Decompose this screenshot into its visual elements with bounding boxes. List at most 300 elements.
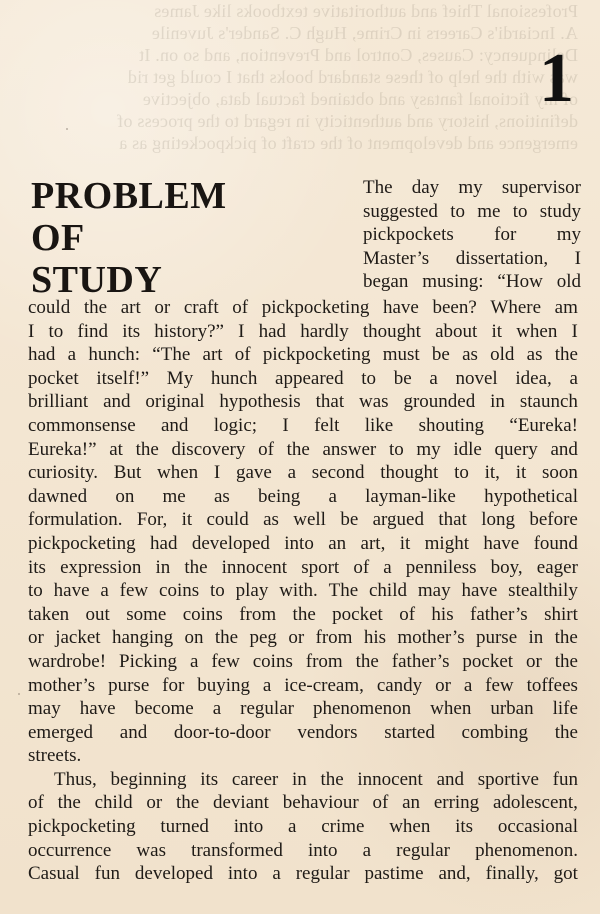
body-word: a	[287, 462, 297, 484]
body-line	[28, 556, 578, 580]
body-word: hardly	[300, 320, 349, 342]
body-word: transformed	[191, 839, 283, 861]
body-word: idea,	[515, 367, 552, 389]
body-word: gave	[235, 462, 272, 484]
body-word: streets.	[28, 745, 82, 767]
body-word: coins	[159, 580, 200, 602]
body-word: a	[272, 863, 281, 885]
body-word: hanging	[111, 627, 174, 649]
body-line	[28, 296, 578, 320]
body-word: my	[416, 438, 441, 460]
body-word: the	[83, 297, 108, 318]
body-word: peg	[249, 627, 277, 649]
body-word: the	[292, 603, 316, 625]
body-word: am	[554, 297, 578, 318]
body-word: into	[307, 839, 338, 861]
body-word: hunch	[210, 367, 258, 389]
body-word: staunch	[519, 391, 578, 413]
body-word: and	[103, 391, 131, 413]
body-word: become	[134, 698, 194, 720]
body-word: the	[286, 438, 310, 460]
body-line	[28, 744, 578, 768]
body-word: in	[155, 556, 171, 578]
body-word: the	[57, 792, 81, 814]
body-word: that	[315, 391, 345, 413]
body-word: felt	[314, 414, 340, 436]
body-word: But	[113, 462, 142, 484]
body-word: pocket	[332, 603, 383, 625]
body-word: in	[291, 768, 307, 790]
body-word: innocent	[357, 768, 423, 790]
heading-line-1: PROBLEM	[31, 175, 227, 217]
body-line	[28, 815, 578, 839]
body-word: father’s	[470, 603, 528, 625]
body-word: the	[176, 792, 200, 814]
body-word: sport	[301, 556, 340, 578]
body-word: have	[53, 580, 90, 602]
body-word: second	[311, 462, 365, 484]
body-word: an	[402, 792, 421, 814]
body-word: mother’s	[28, 674, 96, 696]
body-word: to	[388, 438, 404, 460]
body-word: could	[206, 509, 249, 531]
body-word: the	[214, 627, 239, 649]
body-word: must	[382, 344, 420, 366]
body-word: candy	[376, 674, 423, 696]
body-word: when	[516, 320, 558, 342]
body-paragraphs	[28, 296, 578, 886]
body-line	[28, 862, 578, 886]
opening-word: suggested	[363, 200, 438, 222]
body-word: “Eureka!	[509, 414, 578, 436]
body-line	[28, 438, 578, 462]
body-word: be	[340, 509, 359, 531]
body-word: when	[156, 462, 199, 484]
body-word: or	[525, 650, 542, 672]
opening-word: “How	[497, 271, 543, 293]
body-word: I	[28, 320, 35, 342]
body-word: or	[28, 627, 44, 649]
body-word: ice-cream,	[284, 674, 364, 696]
body-word: few	[211, 650, 240, 672]
body-word: For,	[136, 509, 168, 531]
body-word: discovery	[171, 438, 246, 460]
body-word: a	[189, 650, 199, 672]
body-word: door-to-door	[173, 721, 271, 743]
body-line	[28, 603, 578, 627]
body-word: that	[438, 509, 467, 531]
body-word: could	[28, 297, 71, 318]
body-line	[28, 390, 578, 414]
body-word: have	[461, 580, 498, 602]
chapter-heading	[31, 175, 231, 301]
body-word: behaviour	[282, 792, 359, 814]
body-word: sportive	[477, 768, 539, 790]
body-word: and,	[438, 863, 471, 885]
body-word: eager	[536, 556, 578, 578]
body-word: I	[238, 320, 245, 342]
body-word: occasional	[497, 816, 578, 838]
body-word: deviant	[213, 792, 269, 814]
body-word: commonsense	[28, 414, 136, 436]
body-word: pickpocketing	[28, 816, 136, 838]
body-word: purse	[475, 627, 518, 649]
body-word: buying	[197, 674, 251, 696]
body-line	[28, 674, 578, 698]
body-word: child	[94, 792, 133, 814]
body-word: in	[528, 627, 544, 649]
body-word: I	[282, 414, 289, 436]
body-word: query	[494, 438, 538, 460]
body-word: been?	[432, 297, 477, 318]
body-line	[28, 320, 578, 344]
body-word: it	[399, 532, 411, 554]
body-word: answer	[322, 438, 377, 460]
body-word: art	[202, 344, 223, 366]
body-word: taken	[28, 603, 70, 625]
body-word: soon	[542, 462, 578, 484]
body-word: from	[305, 650, 343, 672]
body-word: to	[28, 580, 43, 602]
body-word: on	[184, 627, 204, 649]
body-word: its	[122, 320, 141, 342]
body-word: coins	[182, 603, 223, 625]
opening-paragraph-column	[363, 176, 581, 294]
body-word: boy,	[490, 556, 523, 578]
body-word: fun	[94, 863, 120, 885]
opening-line	[363, 176, 581, 200]
opening-line	[363, 223, 581, 247]
body-word: had	[258, 320, 287, 342]
body-word: life	[552, 698, 578, 720]
body-word: of	[234, 344, 251, 366]
body-word: shirt	[544, 603, 578, 625]
body-word: to	[361, 367, 377, 389]
body-word: I	[213, 462, 221, 484]
body-word: old	[490, 344, 515, 366]
body-word: a	[328, 485, 337, 507]
body-word: beginning	[110, 768, 187, 790]
opening-word: began	[363, 271, 409, 293]
body-word: career	[231, 768, 279, 790]
body-word: combing	[461, 721, 529, 743]
body-word: well	[293, 509, 326, 531]
body-word: or	[288, 627, 305, 649]
body-word: appeared	[275, 367, 344, 389]
paper-speck	[66, 128, 68, 130]
body-word: of	[258, 438, 274, 460]
body-word: itself!”	[96, 367, 150, 389]
body-word: as	[213, 485, 230, 507]
body-word: toffees	[526, 674, 578, 696]
body-word: pickpocketing	[28, 532, 136, 554]
body-word: the	[355, 650, 379, 672]
body-line	[28, 461, 578, 485]
body-word: be	[393, 367, 412, 389]
body-word: child	[369, 580, 407, 602]
body-line	[28, 508, 578, 532]
body-word: was	[136, 839, 166, 861]
body-word: vendors	[297, 721, 358, 743]
opening-word: my	[458, 177, 483, 198]
body-word: as	[526, 344, 543, 366]
body-word: it	[181, 509, 193, 531]
body-word: layman-like	[365, 485, 456, 507]
body-word: a	[463, 674, 473, 696]
body-word: few	[119, 580, 149, 602]
heading-line-3: STUDY	[31, 259, 163, 301]
body-word: craft	[183, 297, 219, 318]
body-word: from	[315, 627, 353, 649]
opening-word: day	[411, 177, 440, 198]
body-word: being	[258, 485, 301, 507]
body-word: the	[184, 556, 208, 578]
body-line	[28, 367, 578, 391]
opening-word: dissertation,	[455, 247, 549, 269]
body-word: logic;	[213, 414, 258, 436]
body-word: and	[436, 768, 464, 790]
body-word: to	[48, 320, 64, 342]
body-word: its	[455, 816, 474, 838]
opening-word: to	[512, 200, 528, 222]
body-word: his	[431, 603, 454, 625]
body-word: the	[554, 344, 578, 366]
opening-line	[363, 200, 581, 224]
body-word: “The	[152, 344, 191, 366]
body-word: play	[235, 580, 269, 602]
opening-word: Master’s	[363, 247, 430, 269]
body-line	[28, 839, 578, 863]
body-word: thought	[362, 320, 421, 342]
body-word: purse	[108, 674, 150, 696]
body-line	[28, 532, 578, 556]
body-word: regular	[396, 839, 450, 861]
body-word: may	[417, 580, 451, 602]
heading-line-2: OF	[31, 217, 85, 259]
body-word: innocent	[221, 556, 288, 578]
body-word: it	[515, 462, 527, 484]
body-word: its	[200, 768, 219, 790]
body-word: it	[491, 320, 503, 342]
body-word: regular	[295, 863, 350, 885]
body-word: a	[569, 367, 578, 389]
body-word: or	[146, 792, 163, 814]
body-word: about	[435, 320, 478, 342]
body-word: the	[135, 438, 159, 460]
body-word: The	[328, 580, 359, 602]
body-word: of	[232, 297, 249, 318]
body-word: or	[154, 297, 171, 318]
show-through-text: Professional Thief and authoritative textbooks like James A. Inciardi's Careers in Crime, Hugh C. Sander's Juvenile Delinquency: Causes, Control and Prevention, and so on. It was with the help of these standard books that I could get rid of my fictional fantasy and obtained factual data, objective definitions, history and authenticity in regard to the process of emergence and development of the craft of pickpocketing as a	[117, 1, 578, 153]
body-word: it,	[484, 462, 500, 484]
body-word: occurrence	[28, 839, 112, 861]
body-word: a	[362, 839, 372, 861]
body-line	[28, 768, 578, 792]
opening-word: musing:	[422, 271, 484, 293]
body-word: curiosity.	[28, 462, 99, 484]
body-word: Where	[490, 297, 542, 318]
body-word: in	[490, 391, 505, 413]
body-word: into	[284, 532, 314, 554]
body-word: Casual	[28, 863, 80, 885]
body-word: art	[120, 297, 141, 318]
body-word: and	[550, 438, 578, 460]
body-word: expression	[60, 556, 142, 578]
body-word: to	[454, 462, 469, 484]
body-word: shouting	[418, 414, 485, 436]
chapter-number: 1	[539, 40, 574, 117]
body-word: pickpocketing	[261, 297, 370, 318]
body-word: find	[77, 320, 109, 342]
body-word: stealthily	[508, 580, 578, 602]
body-word: of	[399, 603, 416, 625]
body-word: Picking	[119, 650, 178, 672]
opening-word: study	[539, 200, 581, 222]
body-word: the	[554, 650, 578, 672]
body-word: to	[209, 580, 225, 602]
body-word: as	[462, 344, 478, 366]
body-line	[28, 697, 578, 721]
body-word: some	[126, 603, 167, 625]
body-word: adolescent,	[492, 792, 578, 814]
body-word: I	[571, 320, 578, 342]
body-word: phenomenon.	[475, 839, 578, 861]
body-word: developed	[191, 532, 270, 554]
body-word: original	[145, 391, 205, 413]
body-word: emerged	[28, 721, 94, 743]
body-word: hypothesis	[219, 391, 301, 413]
body-word: Eureka!”	[28, 438, 97, 460]
body-word: started	[384, 721, 435, 743]
body-word: and	[161, 414, 189, 436]
body-word: got	[553, 863, 578, 885]
body-word: mother’s	[397, 627, 465, 649]
opening-word: my	[556, 224, 581, 246]
body-word: coins	[252, 650, 293, 672]
body-word: a	[288, 816, 297, 838]
body-word: My	[166, 367, 194, 389]
body-word: pickpocketing	[262, 344, 371, 366]
opening-word: to	[450, 200, 465, 222]
body-word: me	[162, 485, 186, 507]
body-word: before	[529, 509, 578, 531]
body-word: dawned	[28, 485, 88, 507]
body-word: into	[227, 863, 258, 885]
paper-speck	[18, 693, 20, 695]
body-word: erring	[433, 792, 480, 814]
body-word: urban	[490, 698, 534, 720]
body-word: an	[328, 532, 347, 554]
opening-word: me	[477, 200, 501, 222]
body-word: regular	[240, 698, 294, 720]
body-word: have	[79, 698, 116, 720]
body-word: when	[389, 816, 431, 838]
body-line	[28, 721, 578, 745]
body-line	[28, 414, 578, 438]
body-word: long	[481, 509, 515, 531]
body-word: for	[162, 674, 185, 696]
body-word: a	[383, 556, 392, 578]
body-word: a	[100, 580, 109, 602]
opening-line	[363, 247, 581, 271]
body-word: may	[28, 698, 61, 720]
body-line	[28, 485, 578, 509]
body-word: had	[150, 532, 178, 554]
opening-word: pickpockets	[363, 224, 454, 246]
body-word: a	[67, 344, 77, 366]
body-word: from	[239, 603, 277, 625]
body-word: was	[359, 391, 389, 413]
body-word: at	[109, 438, 123, 460]
body-word: pastime	[364, 863, 424, 885]
body-word: of	[353, 556, 370, 578]
body-word: into	[233, 816, 264, 838]
body-word: few	[485, 674, 514, 696]
body-word: the	[554, 721, 578, 743]
body-word: grounded	[403, 391, 476, 413]
body-word: pocket	[462, 650, 514, 672]
body-word: the	[320, 768, 344, 790]
body-word: finally,	[485, 863, 539, 885]
body-word: have	[382, 297, 419, 318]
body-word: father’s	[391, 650, 450, 672]
body-word: a	[262, 674, 272, 696]
body-word: brilliant	[28, 391, 89, 413]
body-word: a	[429, 367, 438, 389]
body-word: developed	[134, 863, 213, 885]
body-word: be	[431, 344, 450, 366]
body-word: formulation.	[28, 509, 123, 531]
body-word: as	[263, 509, 279, 531]
body-word: turned	[160, 816, 209, 838]
body-line	[28, 650, 578, 674]
body-word: his	[363, 627, 387, 649]
body-word: of	[28, 792, 44, 814]
body-word: Thus,	[54, 768, 97, 790]
opening-line	[363, 270, 581, 294]
body-line	[28, 343, 578, 367]
body-word: its	[28, 556, 46, 578]
body-word: the	[554, 627, 578, 649]
body-word: when	[430, 698, 472, 720]
body-word: have	[483, 532, 520, 554]
body-word: with.	[279, 580, 318, 602]
body-word: phenomenon	[313, 698, 412, 720]
body-line	[28, 791, 578, 815]
body-word: wardrobe!	[28, 650, 107, 672]
opening-word: supervisor	[501, 177, 581, 198]
body-word: novel	[455, 367, 498, 389]
body-line	[28, 579, 578, 603]
body-word: found	[533, 532, 578, 554]
opening-word: The	[363, 177, 393, 198]
body-word: hypothetical	[484, 485, 578, 507]
body-word: thought	[380, 462, 439, 484]
body-word: might	[424, 532, 469, 554]
opening-word: I	[574, 247, 581, 269]
body-word: argued	[372, 509, 424, 531]
body-word: hunch:	[88, 344, 141, 366]
body-word: penniless	[405, 556, 477, 578]
body-word: on	[115, 485, 135, 507]
body-word: had	[28, 344, 56, 366]
opening-word: old	[556, 271, 581, 293]
body-word: art,	[360, 532, 386, 554]
body-word: fun	[552, 768, 578, 790]
body-word: history?”	[154, 320, 224, 342]
body-word: jacket	[55, 627, 101, 649]
body-word: or	[435, 674, 451, 696]
